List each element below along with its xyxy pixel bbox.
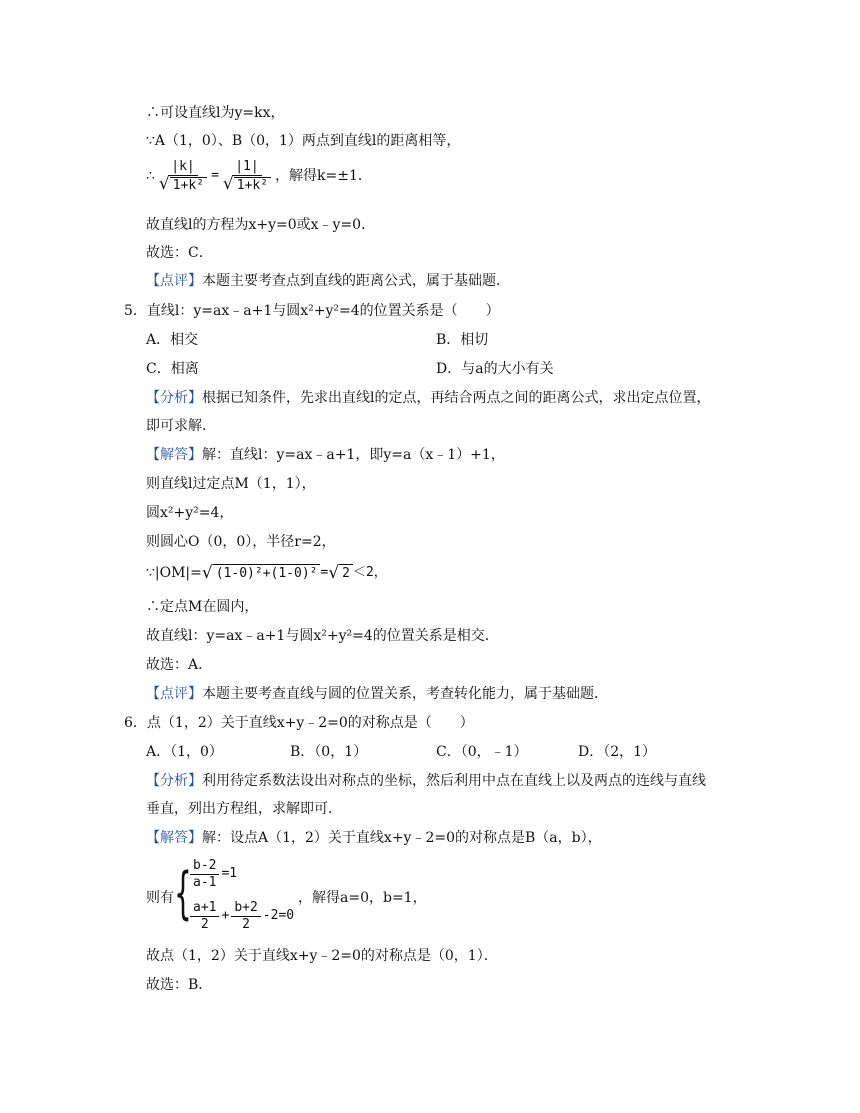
answer-text: 解：直线l：y=ax﹣a+1，即y=a（x﹣1）+1， bbox=[202, 447, 505, 463]
fraction bbox=[231, 900, 260, 933]
q5-analysis bbox=[146, 389, 710, 407]
fraction-numerator: a+1 bbox=[190, 900, 219, 917]
left-brace-icon: { bbox=[174, 861, 192, 926]
q5-analysis-cont: 即可求解． bbox=[146, 418, 216, 434]
analysis-tag: 【分析】 bbox=[146, 390, 202, 406]
q6-option-a: A．（1，0） bbox=[146, 744, 223, 760]
therefore-symbol: ∴ bbox=[146, 168, 155, 184]
equation-rhs: =1 bbox=[221, 866, 238, 881]
formula-suffix: ＜2， bbox=[352, 565, 387, 580]
q5-option-a: A．相交 bbox=[146, 332, 199, 348]
equation-rhs: -2=0 bbox=[262, 908, 295, 923]
system-equation-1 bbox=[188, 856, 237, 892]
formula-om-distance bbox=[146, 560, 387, 586]
system-suffix: ，解得a=0，b=1， bbox=[298, 890, 427, 906]
text-line: 则直线l过定点M（1，1）， bbox=[146, 476, 316, 492]
plus-sign: + bbox=[221, 908, 230, 923]
answer-tag: 【解答】 bbox=[146, 830, 202, 846]
analysis-tag: 【分析】 bbox=[146, 773, 202, 789]
comment-line bbox=[146, 272, 510, 290]
answer-tag: 【解答】 bbox=[146, 447, 202, 463]
fraction bbox=[190, 858, 219, 891]
formula-prefix: ∵|OM|= bbox=[146, 565, 202, 581]
system-equation-2 bbox=[188, 898, 294, 934]
equals-sign: = bbox=[320, 565, 329, 580]
text-line: 故直线l：y=ax﹣a+1与圆x²+y²=4的位置关系是相交． bbox=[146, 628, 499, 644]
fraction-numerator: |k| bbox=[168, 159, 197, 176]
q6-analysis bbox=[146, 772, 706, 790]
fraction-numerator: b+2 bbox=[231, 900, 260, 917]
fraction bbox=[190, 900, 219, 933]
system-prefix: 则有 bbox=[146, 890, 174, 906]
text-line: ∴可设直线l为y=kx， bbox=[146, 105, 285, 121]
q6-option-d: D．（2，1） bbox=[578, 744, 657, 760]
fraction-numerator: |1| bbox=[232, 159, 261, 176]
sqrt-radicand: (1-0)²+(1-0)² bbox=[213, 564, 321, 583]
q6-answer bbox=[146, 829, 602, 847]
text-line: ∴定点M在圆内， bbox=[146, 599, 259, 615]
fraction bbox=[221, 159, 273, 194]
question-5-stem: 5．直线l：y=ax﹣a+1与圆x²+y²=4的位置关系是（ ） bbox=[124, 303, 500, 319]
sqrt-icon: √ bbox=[158, 173, 170, 194]
text-line: 故直线l的方程为x+y=0或x﹣y=0． bbox=[146, 217, 376, 233]
fraction-denominator: 2 bbox=[242, 916, 250, 932]
question-6-stem: 6．点（1，2）关于直线x+y﹣2=0的对称点是（ ） bbox=[124, 715, 474, 731]
q5-option-b: B．相切 bbox=[436, 332, 489, 348]
comment-text: 本题主要考查点到直线的距离公式，属于基础题． bbox=[202, 273, 510, 289]
sqrt-icon: √ bbox=[328, 563, 340, 583]
comment-tag: 【点评】 bbox=[146, 686, 202, 702]
equals-sign: = bbox=[211, 168, 219, 183]
fraction-denominator: √ 1+k² bbox=[221, 176, 273, 194]
text-line: 故选：A． bbox=[146, 657, 213, 673]
q6-option-c: C．（0，﹣1） bbox=[436, 744, 528, 760]
answer-text: 解：设点A（1，2）关于直线x+y﹣2=0的对称点是B（a，b）， bbox=[202, 830, 602, 846]
q5-answer bbox=[146, 446, 505, 464]
sqrt-icon: √ bbox=[222, 173, 234, 194]
text-line: ∵A（1，0）、B（0，1）两点到直线l的距离相等， bbox=[146, 133, 461, 149]
fraction-denominator: 2 bbox=[200, 916, 209, 932]
text-line: 则圆心O（0，0），半径r=2， bbox=[146, 534, 336, 550]
text-line: 圆x²+y²=4， bbox=[146, 505, 234, 521]
analysis-text: 根据已知条件，先求出直线l的定点，再结合两点之间的距离公式，求出定点位置， bbox=[202, 390, 711, 406]
sqrt-radicand: 2 bbox=[339, 564, 353, 583]
fraction-numerator: b-2 bbox=[190, 858, 219, 875]
q6-analysis-cont: 垂直，列出方程组，求解即可． bbox=[146, 801, 342, 817]
sqrt-icon: √ bbox=[201, 563, 213, 583]
text-line: 故点（1，2）关于直线x+y﹣2=0的对称点是（0，1）． bbox=[146, 948, 498, 964]
comment-text: 本题主要考查直线与圆的位置关系，考查转化能力，属于基础题． bbox=[202, 686, 608, 702]
fraction bbox=[157, 159, 209, 194]
fraction-denominator: √ 1+k² bbox=[157, 176, 209, 194]
formula-distance-equality bbox=[146, 154, 372, 198]
text-line: 故选：B． bbox=[146, 977, 213, 993]
analysis-text: 利用待定系数法设出对称点的坐标，然后利用中点在直线上以及两点的连线与直线 bbox=[202, 773, 706, 789]
formula-suffix: ，解得k=±1． bbox=[275, 168, 372, 184]
text-line: 故选：C． bbox=[146, 245, 213, 261]
q5-option-c: C．相离 bbox=[146, 361, 199, 377]
comment-tag: 【点评】 bbox=[146, 273, 202, 289]
q5-option-d: D．与a的大小有关 bbox=[436, 361, 554, 377]
q6-option-b: B．（0，1） bbox=[290, 744, 368, 760]
fraction-denominator: a-1 bbox=[193, 874, 217, 890]
q5-comment bbox=[146, 685, 608, 703]
